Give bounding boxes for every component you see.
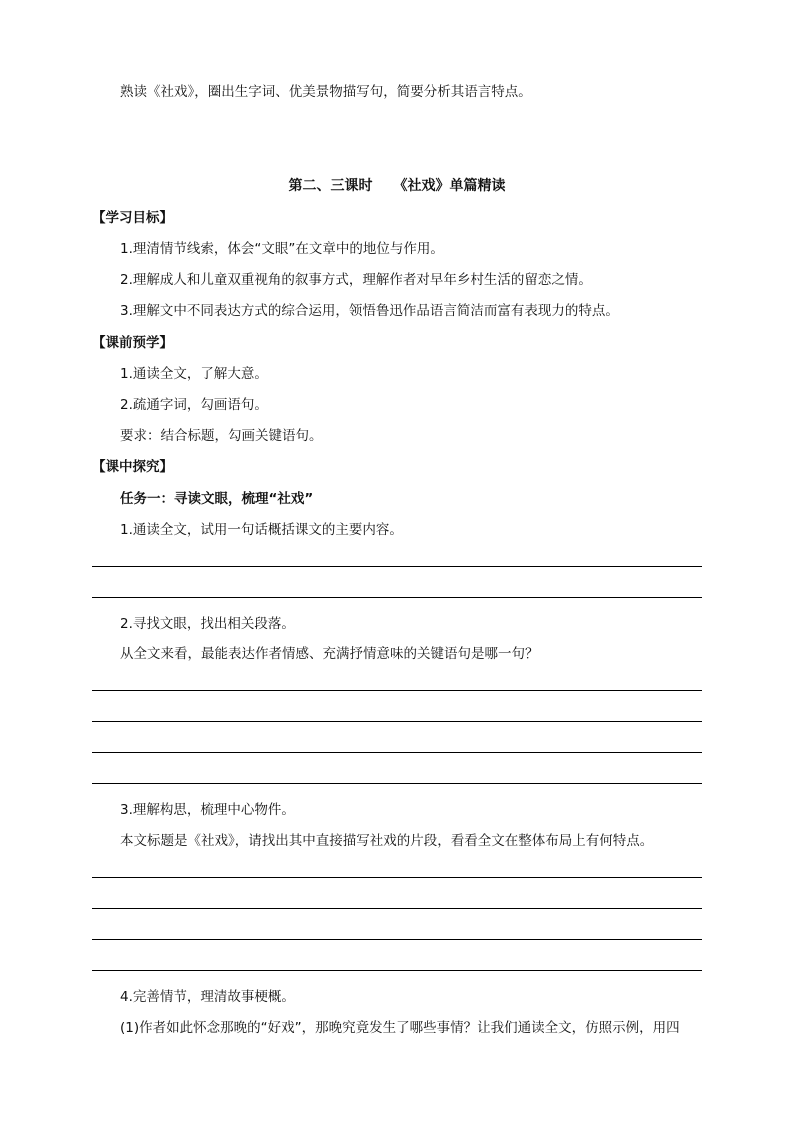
answer-line [92,721,702,722]
answer-line [92,690,702,691]
answer-line [92,752,702,753]
goal-item-2: 2.理解成人和儿童双重视角的叙事方式，理解作者对早年乡村生活的留恋之情。 [120,272,592,288]
answer-line [92,877,702,878]
answer-line [92,566,702,567]
preview-heading: 【课前预学】 [92,335,173,351]
question-4-detail: (1)作者如此怀念那晚的“好戏”，那晚究竟发生了哪些事情？让我们通读全文，仿照示例，用四 [120,1020,680,1036]
question-3: 3.理解构思，梳理中心物件。 [120,802,295,818]
explore-heading: 【课中探究】 [92,459,173,475]
answer-line [92,783,702,784]
preview-requirement: 要求：结合标题，勾画关键语句。 [120,428,323,444]
question-2-detail: 从全文来看，最能表达作者情感、充满抒情意味的关键语句是哪一句？ [120,646,539,662]
question-2: 2.寻找文眼，找出相关段落。 [120,616,295,632]
question-3-detail: 本文标题是《社戏》，请找出其中直接描写社戏的片段，看看全文在整体布局上有何特点。 [120,833,654,849]
goal-item-1: 1.理清情节线索，体会“文眼”在文章中的地位与作用。 [120,241,444,257]
answer-line [92,970,702,971]
preview-item-1: 1.通读全文，了解大意。 [120,366,268,382]
question-1: 1.通读全文，试用一句话概括课文的主要内容。 [120,522,403,538]
section-title: 第二、三课时 《社戏》单篇精读 [288,178,506,194]
goals-heading: 【学习目标】 [92,210,173,226]
answer-line [92,597,702,598]
task-1-title: 任务一：寻读文眼，梳理“社戏” [120,491,314,507]
preview-item-2: 2.疏通字词，勾画语句。 [120,397,268,413]
intro-text: 熟读《社戏》，圈出生字词、优美景物描写句，简要分析其语言特点。 [120,84,532,100]
answer-line [92,939,702,940]
goal-item-3: 3.理解文中不同表达方式的综合运用，领悟鲁迅作品语言简洁而富有表现力的特点。 [120,303,619,319]
answer-line [92,908,702,909]
question-4: 4.完善情节，理清故事梗概。 [120,989,295,1005]
